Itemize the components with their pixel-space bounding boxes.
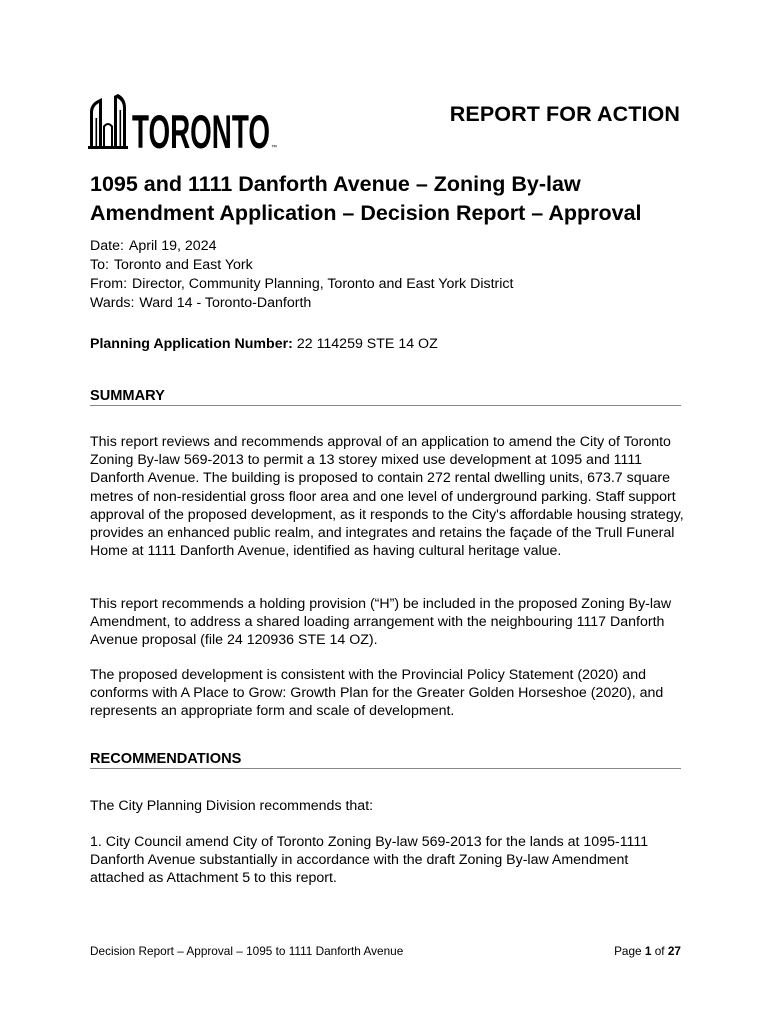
footer-document-title: Decision Report – Approval – 1095 to 1111 Danforth Avenue	[90, 944, 404, 958]
report-meta	[90, 237, 513, 313]
to-value: Toronto and East York	[113, 257, 253, 273]
toronto-logo	[88, 92, 278, 152]
to-label: To:	[90, 257, 109, 273]
planning-application-number	[90, 336, 438, 352]
summary-heading: SUMMARY	[90, 388, 681, 406]
recommendations-heading: RECOMMENDATIONS	[90, 751, 681, 769]
page-footer	[90, 944, 681, 958]
recommendation-item: 1. City Council amend City of Toronto Zoning By-law 569-2013 for the lands at 1095-1111 Danforth Avenue substantially in accordance with the draft Zoning By-law Amendment attached as Attachment 5 to this report.	[90, 834, 649, 887]
page-current: 1	[644, 944, 652, 958]
summary-paragraph: This report reviews and recommends approval of an application to amend the City of Toronto Zoning By-law 569-2013 to permit a 13 storey mixed use development at 1095 and 1111 Danforth Avenue. The building is proposed to contain 272 rental dwelling units, 673.7 square metres of non-residential gross floor area and one level of underground parking. Staff support approval of the proposed development, as it responds to the City's affordable housing strategy, provides an enhanced public realm, and integrates and retains the façade of the Trull Funeral Home at 1111 Danforth Avenue, identified as having cultural heritage value.	[90, 434, 684, 560]
application-number-label: Planning Application Number:	[90, 336, 293, 352]
summary-paragraph: The proposed development is consistent with the Provincial Policy Statement (2020) and conforms with A Place to Grow: Growth Plan for the Greater Golden Horseshoe (2020), and represents an appropriate form and scale of development.	[90, 667, 664, 720]
recommendations-intro: The City Planning Division recommends that:	[90, 798, 374, 814]
page-prefix: Page	[614, 944, 642, 958]
from-value: Director, Community Planning, Toronto and East York District	[132, 276, 514, 292]
from-label: From:	[90, 276, 128, 292]
svg-text:TORONTO: TORONTO	[132, 105, 270, 152]
meta-from	[90, 275, 513, 294]
wards-label: Wards:	[90, 295, 135, 311]
wards-value: Ward 14 - Toronto-Danforth	[139, 295, 312, 311]
application-number-value: 22 114259 STE 14 OZ	[296, 336, 438, 352]
meta-wards	[90, 294, 513, 313]
summary-paragraph: This report recommends a holding provision (“H”) be included in the proposed Zoning By-law Amendment, to address a shared loading arrangement with the neighbouring 1117 Danforth Avenue proposal (file 24 120936 STE 14 OZ).	[90, 596, 672, 649]
svg-text:™: ™	[271, 145, 277, 151]
meta-date	[90, 237, 513, 256]
date-label: Date:	[90, 238, 124, 254]
page-total: 27	[667, 944, 681, 958]
page-of: of	[654, 944, 665, 958]
meta-to	[90, 256, 513, 275]
report-title: 1095 and 1111 Danforth Avenue – Zoning By-law Amendment Application – Decision Report – Approval	[90, 172, 642, 225]
city-hall-icon	[88, 92, 278, 152]
date-value: April 19, 2024	[128, 238, 217, 254]
report-type-label: REPORT FOR ACTION	[449, 102, 680, 126]
page-number	[614, 944, 681, 958]
